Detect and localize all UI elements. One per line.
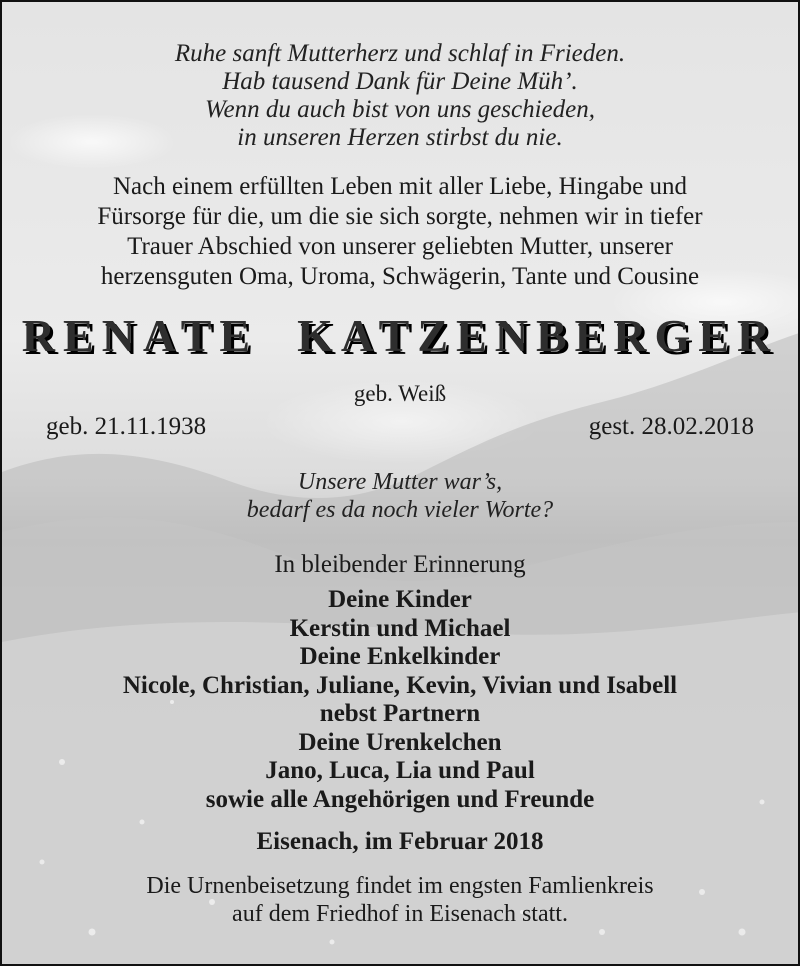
quote-line: bedarf es da noch vieler Worte? [246, 497, 554, 523]
poem [2, 40, 798, 152]
intro-line: Fürsorge für die, um die sie sich sorgte, nehmen wir in tiefer [97, 203, 703, 230]
memory-intro: In bleibender Erinnerung [274, 551, 526, 578]
burial-note [2, 872, 798, 928]
burial-line: auf dem Friedhof in Eisenach statt. [232, 901, 568, 927]
mourner-line: Deine Kinder [328, 586, 472, 613]
mourner-line: Nicole, Christian, Juliane, Kevin, Vivian und Isabell [122, 671, 678, 699]
poem-line: in unseren Herzen stirbst du nie. [237, 124, 563, 151]
intro-line: Trauer Abschied von unserer geliebten Mutter, unserer [127, 233, 673, 260]
death-date: gest. 28.02.2018 [588, 413, 754, 440]
mourner-line: Deine Enkelkinder [299, 643, 501, 670]
mourners-list [2, 586, 798, 814]
poem-line: Wenn du auch bist von uns geschieden, [205, 96, 595, 123]
birth-name: geb. Weiß [353, 381, 447, 406]
mourner-line: sowie alle Angehörigen und Freunde [205, 785, 595, 813]
poem-line: Hab tausend Dank für Deine Müh’. [222, 68, 578, 95]
intro-line: herzensguten Oma, Uroma, Schwägerin, Tante und Cousine [100, 263, 700, 290]
intro-line: Nach einem erfüllten Leben mit aller Liebe, Hingabe und [112, 173, 688, 200]
poem-line: Ruhe sanft Mutterherz und schlaf in Frieden. [174, 40, 626, 67]
intro-text [2, 172, 798, 292]
mourner-line: Kerstin und Michael [289, 614, 511, 642]
quote-line: Unsere Mutter war’s, [297, 469, 503, 495]
mourner-line: Jano, Luca, Lia und Paul [265, 757, 535, 784]
deceased-name: RENATE KATZENBERGER [21, 310, 779, 361]
mourner-line: nebst Partnern [319, 700, 481, 727]
burial-line: Die Urnenbeisetzung findet im engsten Famlienkreis [146, 873, 654, 899]
place-date: Eisenach, im Februar 2018 [256, 828, 544, 855]
quote [2, 468, 798, 524]
birth-date: geb. 21.11.1938 [46, 413, 207, 440]
mourner-line: Deine Urenkelchen [298, 728, 502, 756]
